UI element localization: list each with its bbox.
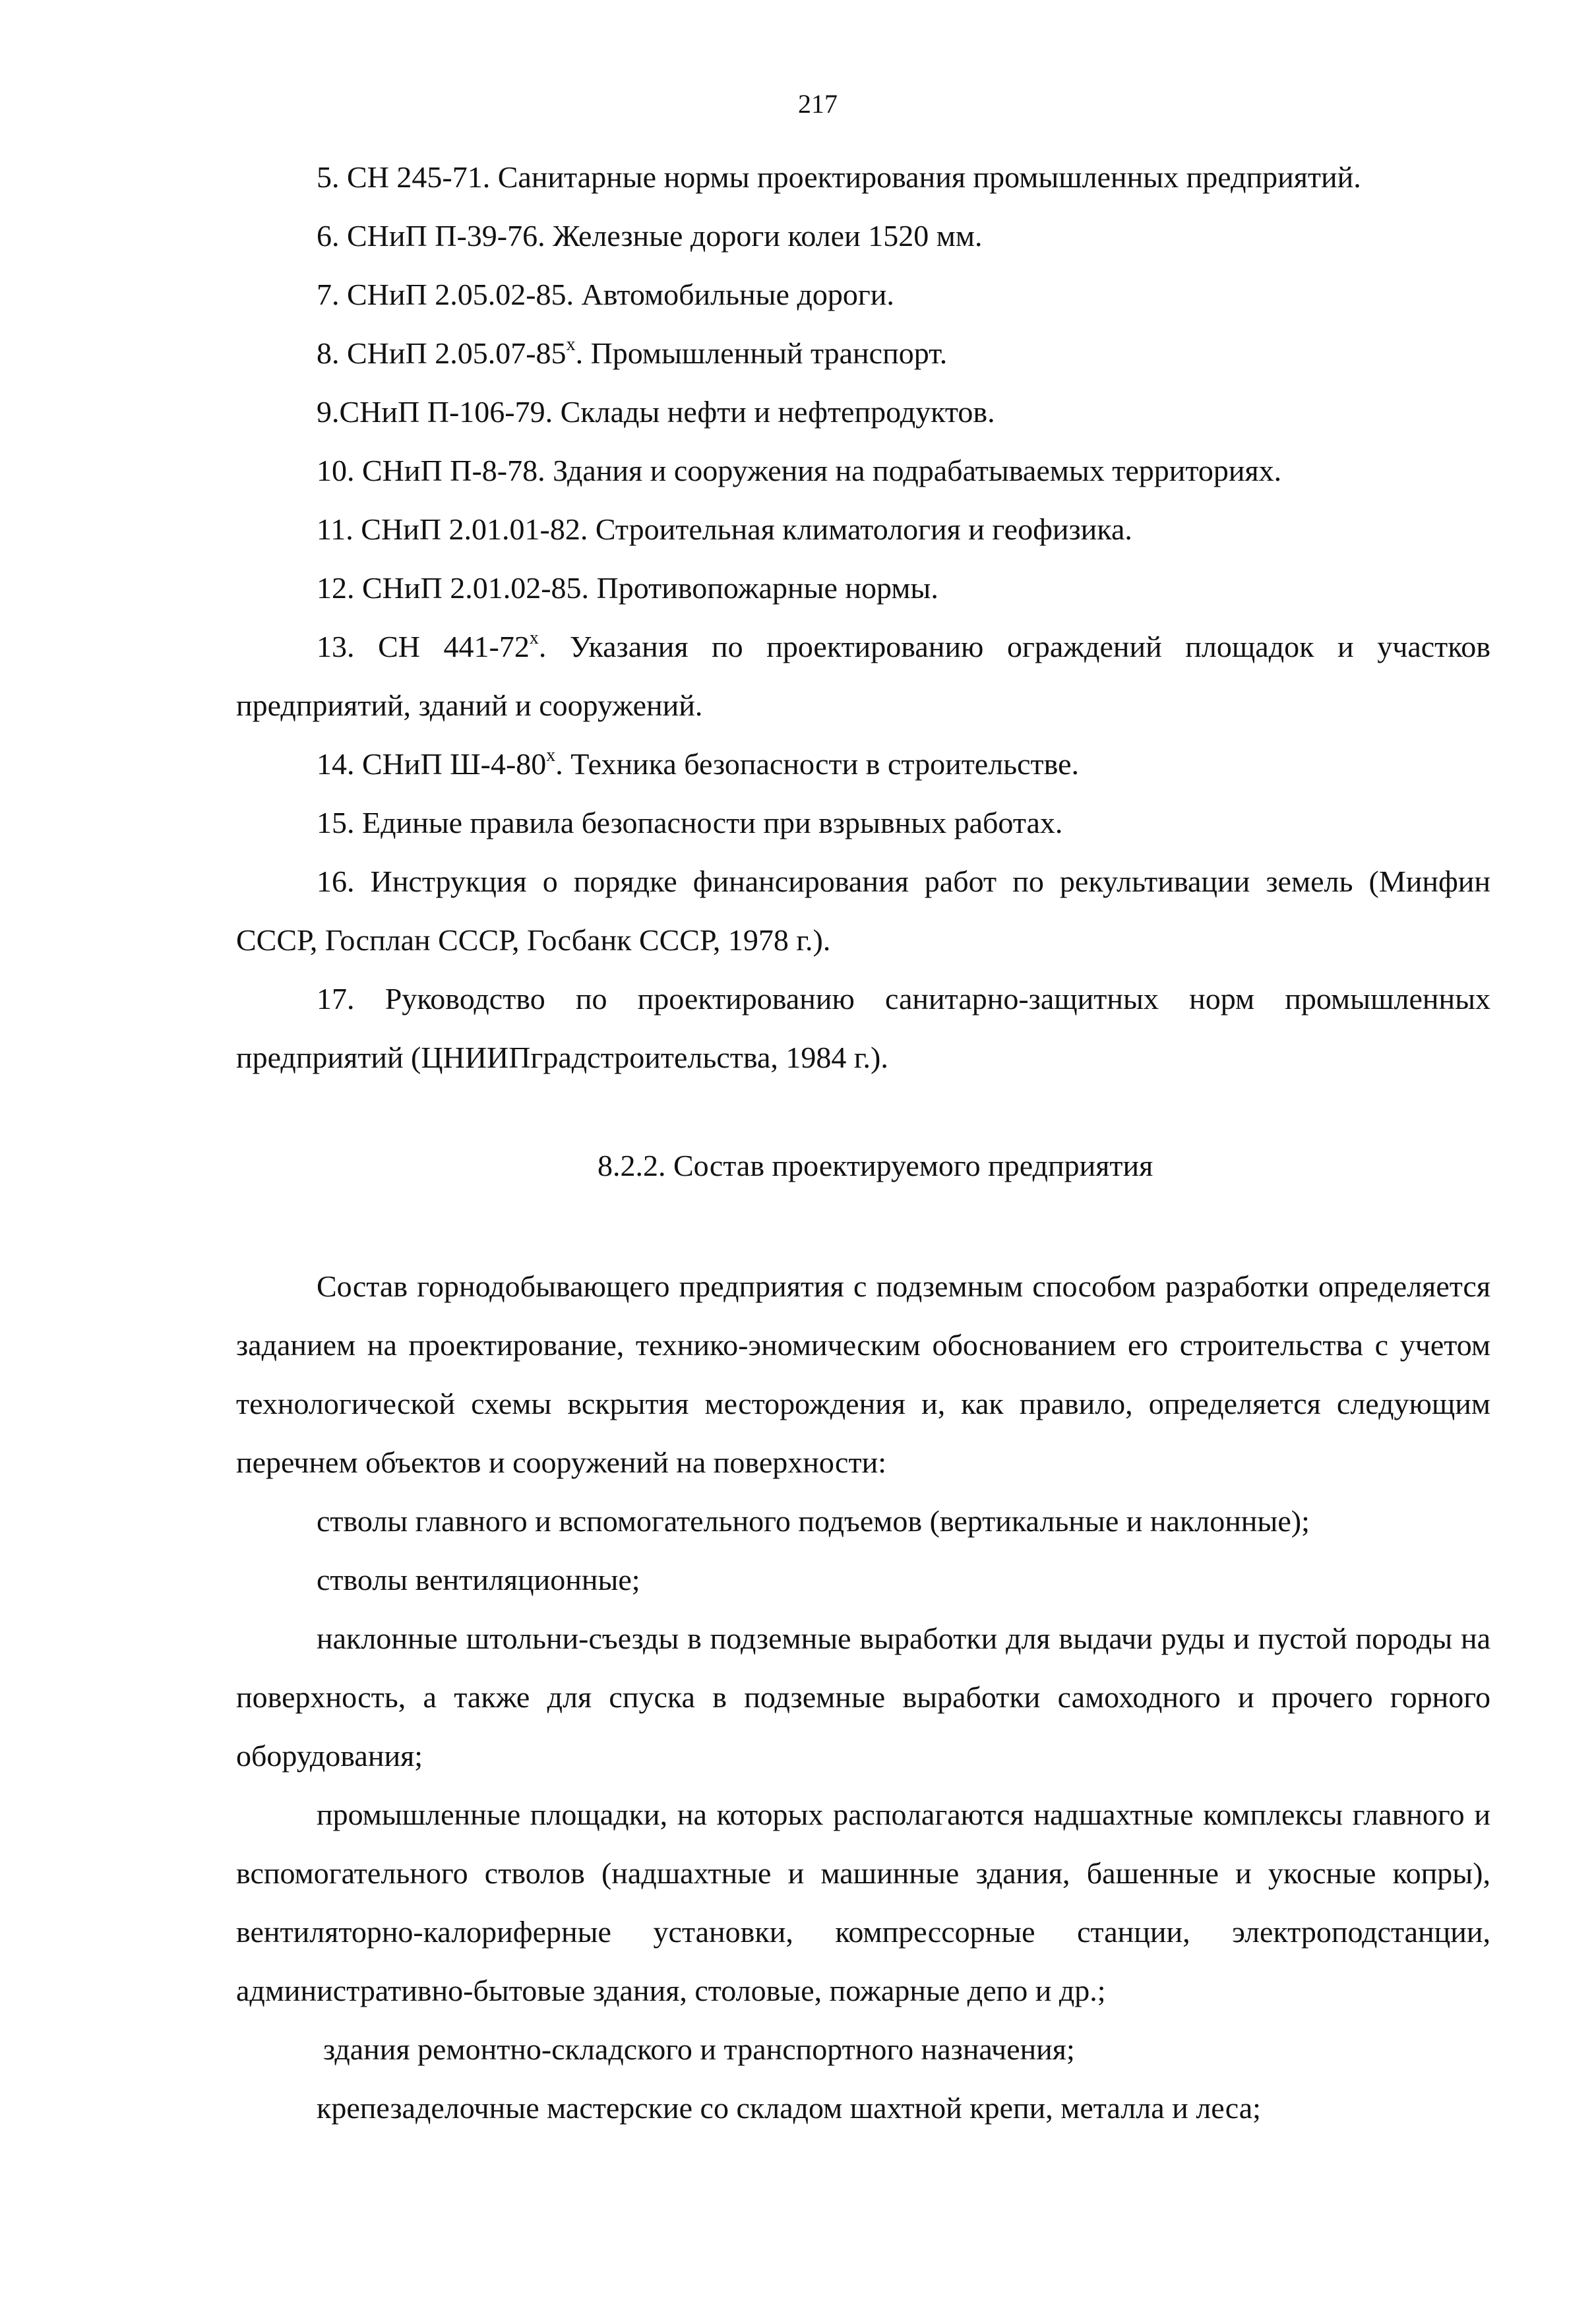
reference-text: СНиП 2.01.01-82. Строительная климатология и геофизика. — [361, 512, 1132, 546]
reference-text: . Промышленный транспорт. — [575, 336, 948, 370]
section-heading: 8.2.2. Состав проектируемого предприятия — [598, 1149, 1153, 1182]
reference-number: 7. — [317, 278, 340, 311]
reference-item — [236, 148, 1490, 206]
reference-number: 17. — [317, 982, 355, 1016]
reference-superscript: х — [529, 627, 539, 648]
reference-number: 13. — [317, 630, 355, 663]
reference-item — [236, 617, 1490, 735]
page-number: 217 — [798, 89, 838, 119]
reference-number: 15. — [317, 806, 355, 839]
reference-item — [236, 735, 1490, 793]
list-item: наклонные штольни-съезды в подземные выработки для выдачи руды и пустой породы на поверхность, а также для спуска в подземные выработки самоходного и прочего горного оборудования; — [236, 1622, 1490, 1773]
reference-superscript: х — [566, 334, 576, 355]
reference-superscript: х — [546, 744, 556, 766]
reference-number: 16. — [317, 865, 355, 898]
reference-item — [236, 969, 1490, 1087]
reference-text: СН 441-72 — [378, 630, 530, 663]
reference-text: СНиП П-106-79. Склады нефти и нефтепродуктов. — [339, 395, 995, 429]
reference-number: 9. — [317, 395, 340, 429]
reference-number: 10. — [317, 454, 355, 487]
reference-number: 14. — [317, 747, 355, 781]
list-item: стволы главного и вспомогательного подъемов (вертикальные и наклонные); — [317, 1504, 1310, 1538]
reference-item — [236, 324, 1490, 382]
reference-text: СНиП 2.05.02-85. Автомобильные дороги. — [347, 278, 894, 311]
reference-number: 11. — [317, 512, 353, 546]
list-item: крепезаделочные мастерские со складом шахтной крепи, металла и леса; — [317, 2091, 1261, 2125]
reference-text: СНиП 2.01.02-85. Противопожарные нормы. — [362, 571, 938, 605]
list-item: здания ремонтно-складского и транспортного назначения; — [323, 2032, 1075, 2066]
reference-text: СН 245-71. Санитарные нормы проектирования промышленных предприятий. — [347, 160, 1361, 194]
reference-item — [236, 206, 1490, 265]
reference-text: СНиП 2.05.07-85 — [347, 336, 567, 370]
reference-text: СНиП П-39-76. Железные дороги колеи 1520 мм. — [347, 219, 983, 253]
list-item: стволы вентиляционные; — [317, 1563, 640, 1596]
reference-item — [236, 852, 1490, 969]
reference-item — [236, 559, 1490, 617]
reference-item — [236, 382, 1490, 441]
reference-item — [236, 265, 1490, 324]
reference-number: 5. — [317, 160, 340, 194]
reference-text: СНиП Ш-4-80 — [362, 747, 547, 781]
reference-item — [236, 793, 1490, 852]
list-item: промышленные площадки, на которых располагаются надшахтные комплексы главного и вспомогательного стволов (надшахтные и машинные здания, башенные и укосные копры), вентиляторно-калориферные установки, компрессорные станции, электроподстанции, административно-бытовые здания, столовые, пожарные депо и др.; — [236, 1798, 1490, 2007]
reference-text: СНиП П-8-78. Здания и сооружения на подрабатываемых территориях. — [362, 454, 1282, 487]
reference-item — [236, 441, 1490, 500]
reference-text: Руководство по проектированию санитарно-защитных норм промышленных предприятий (ЦНИИПградстроительства, 1984 г.). — [236, 982, 1491, 1074]
reference-number: 12. — [317, 571, 355, 605]
reference-text: . Указания по проектированию ограждений площадок и участков предприятий, зданий и сооружений. — [236, 630, 1490, 722]
reference-number: 6. — [317, 219, 340, 253]
reference-text: . Техника безопасности в строительстве. — [555, 747, 1080, 781]
reference-text: Единые правила безопасности при взрывных работах. — [362, 806, 1063, 839]
reference-text: Инструкция о порядке финансирования работ по рекультивации земель (Минфин СССР, Госплан СССР, Госбанк СССР, 1978 г.). — [236, 865, 1490, 957]
reference-number: 8. — [317, 336, 340, 370]
reference-item — [236, 500, 1490, 559]
intro-paragraph: Состав горнодобывающего предприятия с подземным способом разработки определяется заданием на проектирование, технико-эномическим обоснованием его строительства с учетом технологической схемы вскрытия месторождения и, как правило, определяется следующим перечнем объектов и сооружений на поверхности: — [236, 1269, 1490, 1479]
